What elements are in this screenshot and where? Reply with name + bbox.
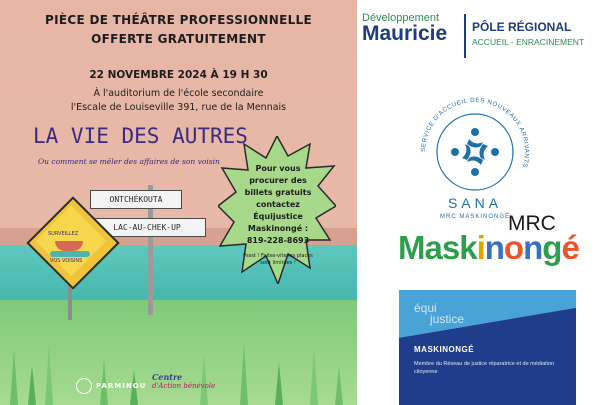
dm-divider: [464, 14, 466, 58]
maskinonge-letter: g: [542, 229, 562, 266]
poster-venue-line2: l'Escale de Louiseville 391, rue de la Mennais: [70, 102, 287, 113]
equijustice-region: MASKINONGÉ: [414, 345, 475, 354]
equijustice-description: Membre du Réseau de justice réparatrice et de médiation citoyenne: [414, 361, 555, 375]
maskinonge-wordmark: [398, 229, 579, 267]
poster-date: 22 NOVEMBRE 2024 À 19 H 30: [89, 69, 268, 81]
sana-ring-text: SERVICE D'ACCUEIL DES NOUVEAUX ARRIVANTS: [419, 96, 531, 169]
dm-accueil: ACCUEIL - ENRACINEMENT: [472, 37, 585, 47]
dm-pole-regional: PÔLE RÉGIONAL: [472, 20, 572, 34]
ticket-info: [236, 163, 320, 247]
maskinonge-letter: n: [523, 229, 543, 266]
equi-word: équi: [414, 301, 437, 315]
yellow-sign-bottom-text: VOS VOISINS: [50, 258, 83, 264]
dm-mauricie: Mauricie: [362, 22, 448, 45]
centre-action-benevole-logo: [152, 372, 222, 390]
ticket-info-line: Équijustice: [253, 212, 303, 221]
maskinonge-letters: [398, 229, 579, 266]
dm-developpement: Développement: [362, 12, 440, 24]
ticket-phone: 819-228-8693: [246, 236, 310, 245]
maskinonge-letter: s: [441, 229, 460, 266]
developpement-mauricie-logo: [362, 12, 592, 62]
ticket-info-line: procurer des: [249, 176, 307, 185]
cab-line2: d'Action bénévole: [152, 382, 216, 390]
ticket-info-line: Pour vous: [255, 164, 301, 173]
maskinonge-letter: o: [503, 229, 524, 266]
mrc-label: MRC: [508, 212, 556, 235]
ticket-info-line: contactez: [256, 200, 300, 209]
show-title: LA VIE DES AUTRES: [33, 124, 248, 148]
poster-header-line1: PIÈCE DE THÉÂTRE PROFESSIONNELLE: [45, 13, 312, 27]
sana-mrc-label: MRC MASKINONGÉ: [439, 214, 510, 220]
parminou-logo: [76, 378, 146, 394]
sign-lac-au-chek-up: LAC-AU-CHEK-UP: [88, 218, 206, 237]
cab-line1: Centre: [152, 372, 183, 382]
show-subtitle: Ou comment se mêler des affaires de son voisin: [38, 157, 220, 166]
ticket-note: Pssst ! Faites-vite les places sont limitées !: [243, 253, 313, 266]
ticket-info-line: billets gratuits: [244, 188, 312, 197]
ticket-info-line: Maskinongé :: [247, 224, 309, 233]
maskinonge-letter: M: [398, 229, 425, 266]
yellow-sign-top-text: SURVEILLEZ: [48, 231, 79, 237]
parminou-icon: [76, 378, 92, 394]
maskinonge-letter: a: [424, 229, 442, 266]
sana-wordmark: SANA: [447, 195, 503, 211]
wave-icon: [50, 251, 90, 257]
equijustice-logo: [399, 290, 576, 405]
maskinonge-letter: i: [476, 229, 485, 266]
parminou-label: PARMINOU: [96, 382, 147, 390]
poster-venue-line1: À l'auditorium de l'école secondaire: [93, 88, 264, 99]
maskinonge-letter: n: [484, 229, 504, 266]
sign-ontchekouta: ONTCHÉKOUTA: [90, 190, 182, 209]
maskinonge-letter: é: [561, 229, 579, 266]
justice-word: justice: [430, 312, 465, 326]
poster-header-line2: OFFERTE GRATUITEMENT: [91, 32, 266, 46]
maskinonge-letter: k: [459, 229, 477, 266]
